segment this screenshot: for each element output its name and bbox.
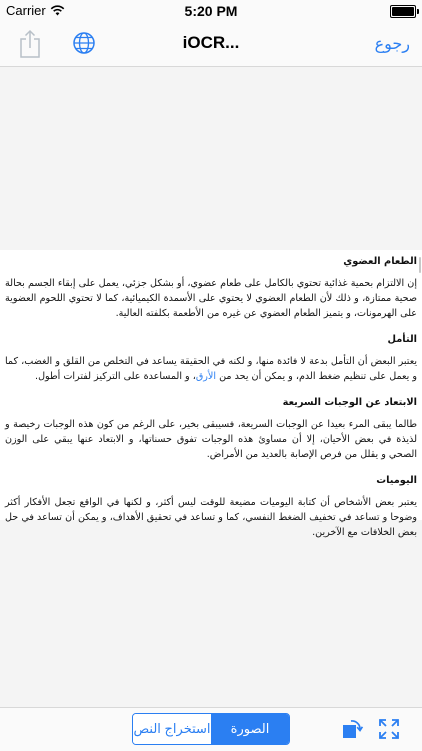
section-heading: التأمل — [387, 334, 417, 345]
navigation-bar — [0, 22, 422, 67]
section-body: طالما يبقى المرء بعيدا عن الوجبات السريعة، فسيبقى بخير، على الرغم من كون هذه الوجبات رخيصة و لذيذة في بعض الأحيان، إلا أن مساوئ هذه الوجبات تفوق حسناتها، و الابتعاد عنها يبقي على الوزن الصحي و يقلل من فرص الإصابة بالعديد من الأمراض. — [5, 419, 417, 460]
status-time: 5:20 PM — [184, 3, 238, 19]
fullscreen-icon[interactable] — [377, 717, 401, 746]
insomnia-link[interactable]: الأرق — [195, 371, 217, 382]
mode-segmented-control[interactable] — [132, 713, 290, 745]
section-heading: الطعام العضوي — [343, 256, 417, 267]
page-title: iOCR... — [182, 33, 240, 52]
segment-image[interactable]: الصورة — [211, 714, 289, 744]
ocr-text-body — [0, 250, 422, 540]
scroll-indicator[interactable] — [419, 257, 421, 273]
carrier-label: Carrier — [6, 3, 46, 18]
bottom-toolbar — [0, 707, 422, 751]
rotate-crop-icon[interactable] — [340, 717, 364, 746]
section-body: يعتبر بعض الأشخاص أن كتابة اليوميات مضيعة للوقت ليس أكثر، و لكنها في الواقع تجعل الأفكار أكثر وضوحا و تساعد في تخفيف الضغط النفسي، كما و تساعد في تحقيق الأهداف، و يمكن أن تساعد في حل بعض الخلافات مع الآخرين. — [5, 497, 417, 538]
battery-icon — [390, 5, 416, 18]
ocr-text-view[interactable] — [0, 250, 422, 538]
section-body: إن الالتزام بحمية غذائية تحتوي بالكامل على طعام عضوي، أو بشكل جزئي، يعمل على إبقاء الجسم بحالة صحية ممتازة، و ذلك لأن الطعام العضوي لا يحتوي على الأسمدة الكيميائية، كما لا تحتوي اللحوم العضوية على الهرمونات، و يتميز الطعام العضوي عن غيره من الأطعمة بكلفته العالية. — [5, 278, 417, 319]
section-heading: اليوميات — [376, 475, 417, 486]
section-body: يعتبر البعض أن التأمل بدعة لا فائدة منها، و لكنه في الحقيقة يساعد في التخلص من القلق و الغضب، كما و يعمل على تنظيم ضغط الدم، و يمكن أن يحد من الأرق، و المساعدة على التركيز لفترات أطول. — [5, 356, 417, 382]
back-button[interactable]: رجوع — [374, 36, 410, 53]
section-heading: الابتعاد عن الوجبات السريعة — [282, 397, 417, 408]
segment-extract-text[interactable]: استخراج النص — [133, 714, 211, 744]
status-bar — [0, 0, 422, 22]
